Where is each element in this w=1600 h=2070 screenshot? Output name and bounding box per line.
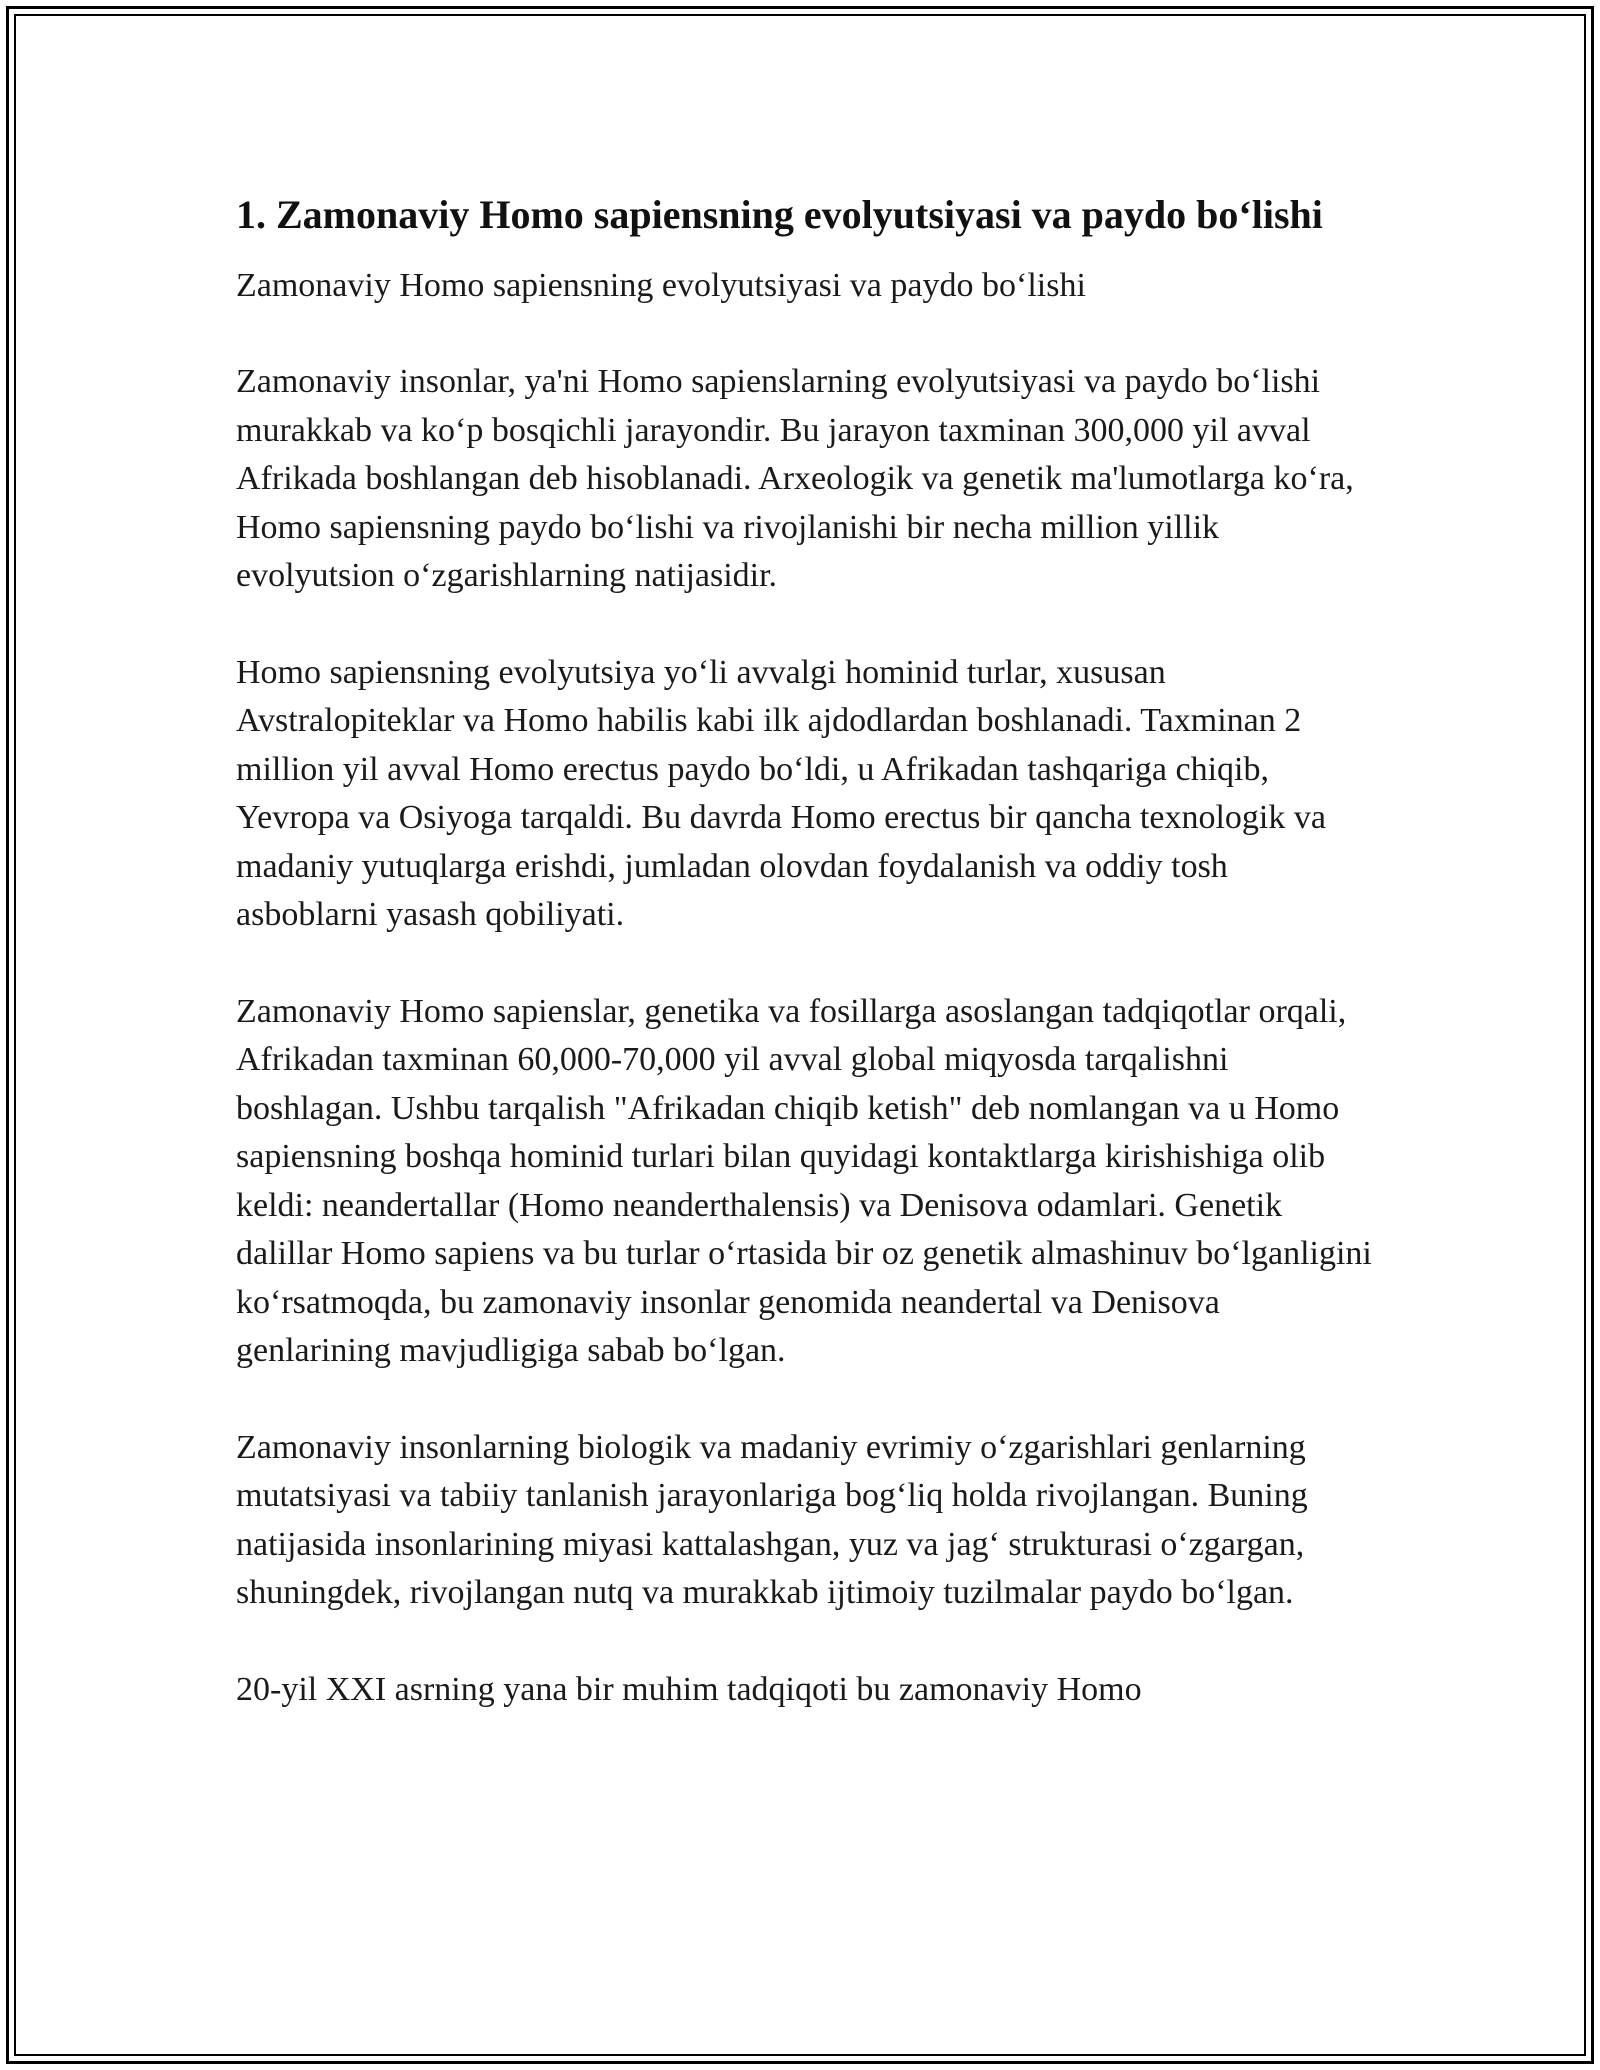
- paragraph-1: Zamonaviy insonlar, ya'ni Homo sapienslarning evolyutsiyasi va paydo bo‘lishi murakkab va ko‘p bosqichli jarayondir. Bu jarayon taxminan 300,000 yil avval Afrikada boshlangan deb hisoblanadi. Arxeologik va genetik ma'lumotlarga ko‘ra, Homo sapiensning paydo bo‘lishi va rivojlanishi bir necha million yillik evolyutsion o‘zgarishlarning natijasidir.: [236, 363, 1354, 594]
- paragraph-3: Zamonaviy Homo sapienslar, genetika va fosillarga asoslangan tadqiqotlar orqali, Afrikadan taxminan 60,000-70,000 yil avval global miqyosda tarqalishni boshlagan. Ushbu tarqalish "Afrikadan chiqib ketish" deb nomlangan va u Homo sapiensning boshqa hominid turlari bilan quyidagi kontaktlarga kirishishiga olib keldi: neandertallar (Homo neanderthalensis) va Denisova odamlari. Genetik dalillar Homo sapiens va bu turlar o‘rtasida bir oz genetik almashinuv bo‘lganligini ko‘rsatmoqda, bu zamonaviy insonlar genomida neandertal va Denisova genlarining mavjudligiga sabab bo‘lgan.: [236, 992, 1372, 1369]
- paragraph-4: Zamonaviy insonlarning biologik va madaniy evrimiy o‘zgarishlari genlarning mutatsiyasi va tabiiy tanlanish jarayonlariga bog‘liq holda rivojlangan. Buning natijasida insonlarining miyasi kattalashgan, yuz va jag‘ strukturasi o‘zgargan, shuningdek, rivojlangan nutq va murakkab ijtimoiy tuzilmalar paydo bo‘lgan.: [236, 1428, 1308, 1611]
- document-heading: 1. Zamonaviy Homo sapiensning evolyutsiyasi va paydo bo‘lishi: [236, 192, 1323, 237]
- paragraph-2: Homo sapiensning evolyutsiya yo‘li avvalgi hominid turlar, xususan Avstralopiteklar va Homo habilis kabi ilk ajdodlardan boshlanadi. Taxminan 2 million yil avval Homo erectus paydo bo‘ldi, u Afrikadan tashqariga chiqib, Yevropa va Osiyoga tarqaldi. Bu davrda Homo erectus bir qancha texnologik va madaniy yutuqlarga erishdi, jumladan olovdan foydalanish va oddiy tosh asboblarni yasash qobiliyati.: [236, 653, 1326, 933]
- document-subtitle: Zamonaviy Homo sapiensning evolyutsiyasi va paydo bo‘lishi: [236, 267, 1086, 304]
- document-body: [236, 188, 1376, 1714]
- paragraph-5: 20-yil XXI asrning yana bir muhim tadqiqoti bu zamonaviy Homo: [236, 1670, 1142, 1708]
